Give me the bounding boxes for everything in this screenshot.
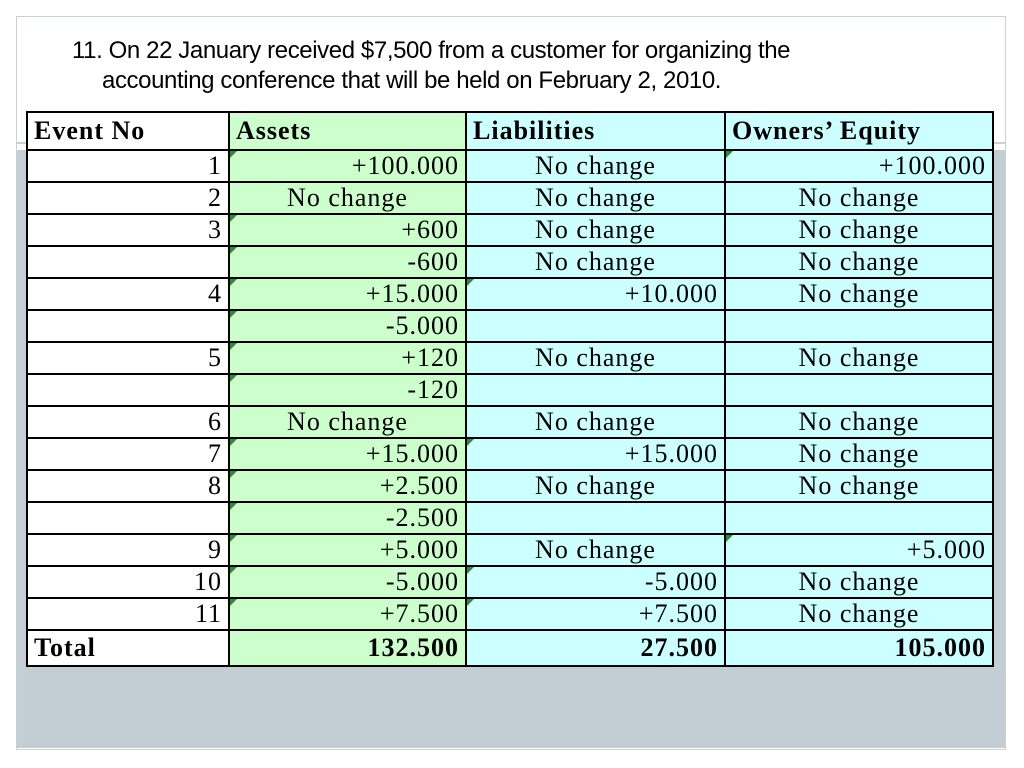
cell-event-no: [27, 534, 229, 566]
cell-text: No change: [798, 407, 920, 436]
cell-text: No change: [535, 471, 656, 500]
cell-text: 9: [208, 535, 222, 564]
cell-text: No change: [798, 247, 920, 276]
cell-owners-equity: [725, 470, 993, 502]
cell-owners-equity: [725, 598, 993, 630]
cell-text: +7.500: [638, 599, 718, 628]
cell-comment-marker: [726, 151, 733, 158]
cell-assets: [229, 214, 466, 246]
cell-event-no: [27, 342, 229, 374]
cell-liabilities: [466, 342, 725, 374]
cell-liabilities: [466, 406, 725, 438]
cell-event-no: [27, 502, 229, 534]
cell-text: +5.000: [906, 535, 986, 564]
cell-text: +15.000: [624, 439, 718, 468]
cell-text: 5: [208, 343, 222, 372]
total-owners-equity: 105.000: [725, 630, 993, 666]
cell-assets: [229, 566, 466, 598]
cell-text: +15.000: [365, 279, 459, 308]
cell-comment-marker: [230, 279, 237, 286]
cell-liabilities: [466, 598, 725, 630]
cell-text: No change: [535, 247, 656, 276]
cell-comment-marker: [230, 343, 237, 350]
cell-owners-equity: [725, 150, 993, 182]
cell-comment-marker: [230, 215, 237, 222]
cell-assets: [229, 374, 466, 406]
total-label: Total: [27, 630, 229, 666]
cell-comment-marker: [467, 439, 474, 446]
cell-liabilities: [466, 182, 725, 214]
header-row: [27, 112, 993, 150]
cell-assets: [229, 406, 466, 438]
cell-text: No change: [535, 183, 656, 212]
cell-text: -2.500: [385, 503, 459, 532]
header-liabilities: Liabilities: [466, 112, 725, 150]
cell-event-no: [27, 150, 229, 182]
cell-text: 4: [208, 279, 222, 308]
header-owners-equity: Owners’ Equity: [725, 112, 993, 150]
cell-assets: [229, 598, 466, 630]
cell-text: -5.000: [385, 311, 459, 340]
table-row: [27, 566, 993, 598]
cell-owners-equity: [725, 438, 993, 470]
cell-owners-equity: [725, 374, 993, 406]
header-event-no: Event No: [27, 112, 229, 150]
table-row: [27, 438, 993, 470]
cell-owners-equity: [725, 566, 993, 598]
cell-comment-marker: [726, 535, 733, 542]
cell-comment-marker: [467, 279, 474, 286]
cell-owners-equity: [725, 278, 993, 310]
cell-event-no: [27, 182, 229, 214]
cell-text: No change: [798, 439, 920, 468]
table-row: [27, 310, 993, 342]
cell-comment-marker: [230, 247, 237, 254]
cell-text: +600: [401, 215, 459, 244]
cell-comment-marker: [230, 535, 237, 542]
cell-comment-marker: [230, 599, 237, 606]
cell-text: No change: [287, 183, 408, 212]
cell-assets: [229, 342, 466, 374]
cell-event-no: [27, 406, 229, 438]
cell-event-no: [27, 438, 229, 470]
slide-title: [60, 36, 980, 96]
cell-text: 2: [208, 183, 222, 212]
cell-event-no: [27, 566, 229, 598]
cell-assets: [229, 278, 466, 310]
cell-text: No change: [535, 343, 656, 372]
cell-comment-marker: [230, 311, 237, 318]
cell-text: No change: [798, 279, 920, 308]
table-row: [27, 342, 993, 374]
cell-text: No change: [798, 183, 920, 212]
cell-liabilities: [466, 534, 725, 566]
cell-text: +10.000: [624, 279, 718, 308]
table-row: [27, 150, 993, 182]
cell-text: No change: [287, 407, 408, 436]
cell-text: 11: [194, 599, 222, 628]
cell-owners-equity: [725, 534, 993, 566]
cell-assets: [229, 470, 466, 502]
cell-text: +100.000: [351, 151, 459, 180]
cell-assets: [229, 534, 466, 566]
total-assets: 132.500: [229, 630, 466, 666]
cell-assets: [229, 502, 466, 534]
cell-text: No change: [535, 151, 656, 180]
cell-event-no: [27, 278, 229, 310]
cell-text: 3: [208, 215, 222, 244]
cell-owners-equity: [725, 182, 993, 214]
cell-text: +100.000: [878, 151, 986, 180]
cell-liabilities: [466, 278, 725, 310]
cell-text: 1: [208, 151, 222, 180]
header-assets: Assets: [229, 112, 466, 150]
cell-text: +120: [401, 343, 459, 372]
cell-text: 10: [194, 567, 222, 596]
cell-comment-marker: [230, 471, 237, 478]
cell-comment-marker: [230, 503, 237, 510]
cell-owners-equity: [725, 246, 993, 278]
cell-owners-equity: [725, 406, 993, 438]
cell-text: No change: [535, 215, 656, 244]
cell-assets: [229, 150, 466, 182]
table-row: [27, 534, 993, 566]
cell-comment-marker: [230, 567, 237, 574]
cell-text: No change: [798, 343, 920, 372]
cell-text: -120: [407, 375, 459, 404]
cell-text: No change: [535, 535, 656, 564]
table-row: [27, 278, 993, 310]
table-row: [27, 406, 993, 438]
table-row: [27, 470, 993, 502]
total-row: [27, 630, 993, 666]
cell-liabilities: [466, 374, 725, 406]
cell-event-no: [27, 246, 229, 278]
title-line-1: 11. On 22 January received $7,500 from a customer for organizing the: [72, 37, 791, 64]
cell-text: +5.000: [379, 535, 459, 564]
cell-liabilities: [466, 150, 725, 182]
table-row: [27, 502, 993, 534]
cell-comment-marker: [467, 567, 474, 574]
cell-liabilities: [466, 502, 725, 534]
title-line-2: accounting conference that will be held on February 2, 2010.: [102, 67, 722, 94]
table-row: [27, 214, 993, 246]
cell-liabilities: [466, 310, 725, 342]
cell-text: No change: [798, 567, 920, 596]
cell-text: No change: [798, 599, 920, 628]
cell-comment-marker: [467, 599, 474, 606]
table-row: [27, 182, 993, 214]
cell-liabilities: [466, 214, 725, 246]
cell-owners-equity: [725, 342, 993, 374]
cell-liabilities: [466, 470, 725, 502]
cell-event-no: [27, 374, 229, 406]
total-liabilities: 27.500: [466, 630, 725, 666]
cell-text: +15.000: [365, 439, 459, 468]
cell-liabilities: [466, 246, 725, 278]
cell-comment-marker: [230, 375, 237, 382]
cell-comment-marker: [230, 439, 237, 446]
cell-text: 6: [208, 407, 222, 436]
cell-text: -5.000: [385, 567, 459, 596]
cell-liabilities: [466, 566, 725, 598]
cell-text: -600: [407, 247, 459, 276]
cell-owners-equity: [725, 214, 993, 246]
cell-text: No change: [798, 471, 920, 500]
cell-liabilities: [466, 438, 725, 470]
cell-owners-equity: [725, 502, 993, 534]
cell-text: 8: [208, 471, 222, 500]
cell-event-no: [27, 310, 229, 342]
cell-text: +7.500: [379, 599, 459, 628]
table-row: [27, 598, 993, 630]
accounting-equation-table: [26, 111, 994, 667]
cell-assets: [229, 246, 466, 278]
cell-assets: [229, 182, 466, 214]
cell-event-no: [27, 470, 229, 502]
cell-text: +2.500: [379, 471, 459, 500]
cell-assets: [229, 310, 466, 342]
cell-text: No change: [798, 215, 920, 244]
cell-assets: [229, 438, 466, 470]
cell-text: No change: [535, 407, 656, 436]
cell-event-no: [27, 214, 229, 246]
table-row: [27, 246, 993, 278]
cell-comment-marker: [230, 151, 237, 158]
cell-event-no: [27, 598, 229, 630]
cell-text: 7: [208, 439, 222, 468]
table-row: [27, 374, 993, 406]
cell-text: -5.000: [644, 567, 718, 596]
cell-owners-equity: [725, 310, 993, 342]
